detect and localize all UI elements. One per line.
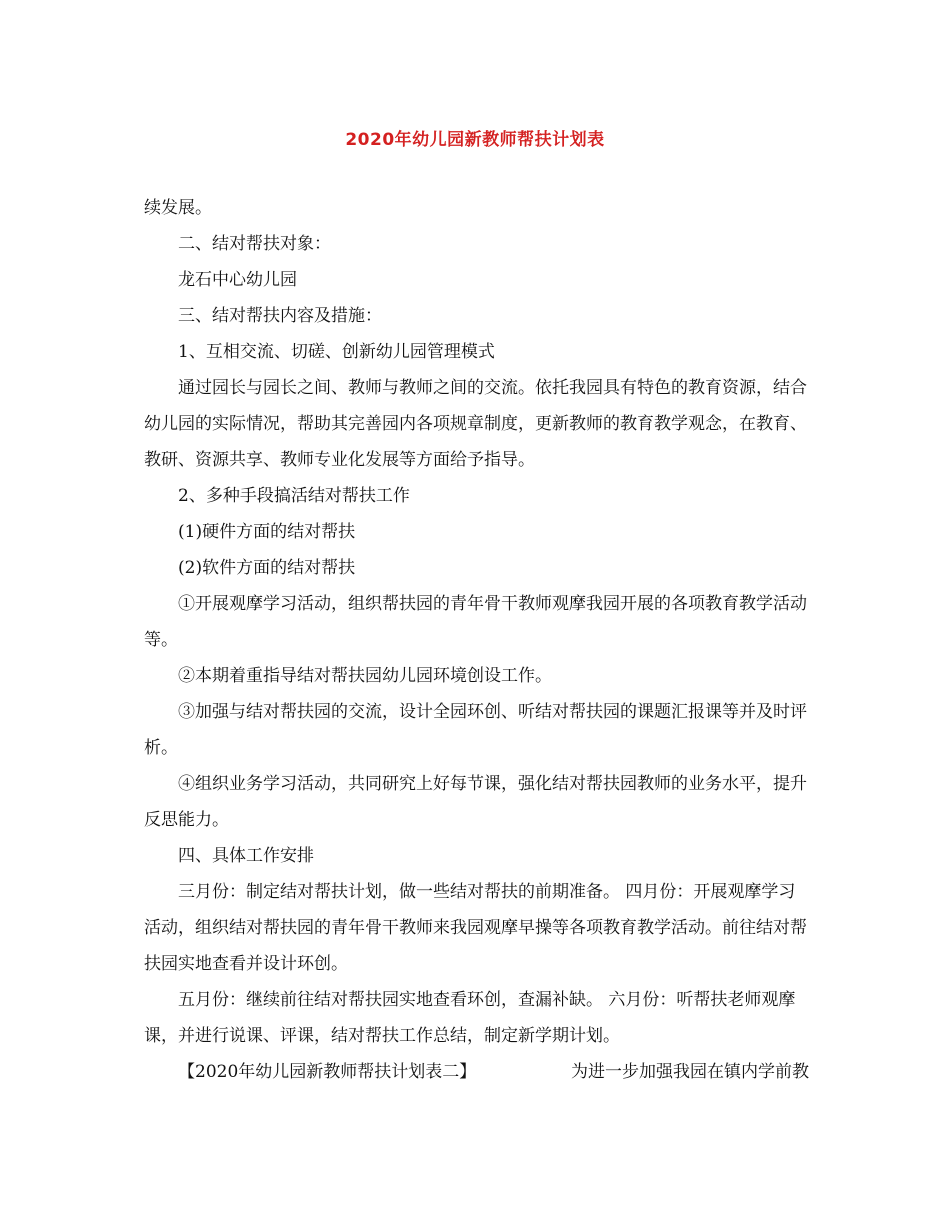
paragraph-1: 续发展。 [144,198,212,218]
paragraph-17 [144,1054,809,1090]
paragraph-16: 五月份：继续前往结对帮扶园实地查看环创，查漏补缺。 六月份：听帮扶老师观摩课，并进行说课、评课，结对帮扶工作总结，制定新学期计划。 [144,990,796,1046]
paragraph-13: ④组织业务学习活动，共同研究上好每节课，强化结对帮扶园教师的业务水平，提升反思能力。 [144,774,807,830]
paragraph-4: 三、结对帮扶内容及措施： [178,306,382,326]
paragraph-10: ①开展观摩学习活动，组织帮扶园的青年骨干教师观摩我园开展的各项教育教学活动等。 [144,594,807,650]
document-title: 2020年幼儿园新教师帮扶计划表 [345,130,605,150]
document-body [144,190,809,1090]
paragraph-9: (2)软件方面的结对帮扶 [178,558,356,578]
paragraph-14: 四、具体工作安排 [178,846,314,866]
paragraph-2: 二、结对帮扶对象： [178,234,331,254]
paragraph-6: 通过园长与园长之间、教师与教师之间的交流。依托我园具有特色的教育资源，结合幼儿园的实际情况，帮助其完善园内各项规章制度，更新教师的教育教学观念，在教育、教研、资源共享、教师专业化发展等方面给予指导。 [144,378,807,470]
paragraph-5: 1、互相交流、切磋、创新幼儿园管理模式 [178,342,495,362]
paragraph-8: (1)硬件方面的结对帮扶 [178,522,356,542]
paragraph-3: 龙石中心幼儿园 [178,270,297,290]
paragraph-7: 2、多种手段搞活结对帮扶工作 [178,486,410,506]
next-section-intro: 为进一步加强我园在镇内学前教 [571,1062,809,1082]
next-section-heading: 【2020年幼儿园新教师帮扶计划表二】 [178,1062,477,1082]
paragraph-15: 三月份：制定结对帮扶计划，做一些结对帮扶的前期准备。 四月份：开展观摩学习活动，组织结对帮扶园的青年骨干教师来我园观摩早操等各项教育教学活动。前往结对帮扶园实地查看并设计环创。 [144,882,807,974]
paragraph-11: ②本期着重指导结对帮扶园幼儿园环境创设工作。 [178,666,552,686]
paragraph-12: ③加强与结对帮扶园的交流，设计全园环创、听结对帮扶园的课题汇报课等并及时评析。 [144,702,807,758]
